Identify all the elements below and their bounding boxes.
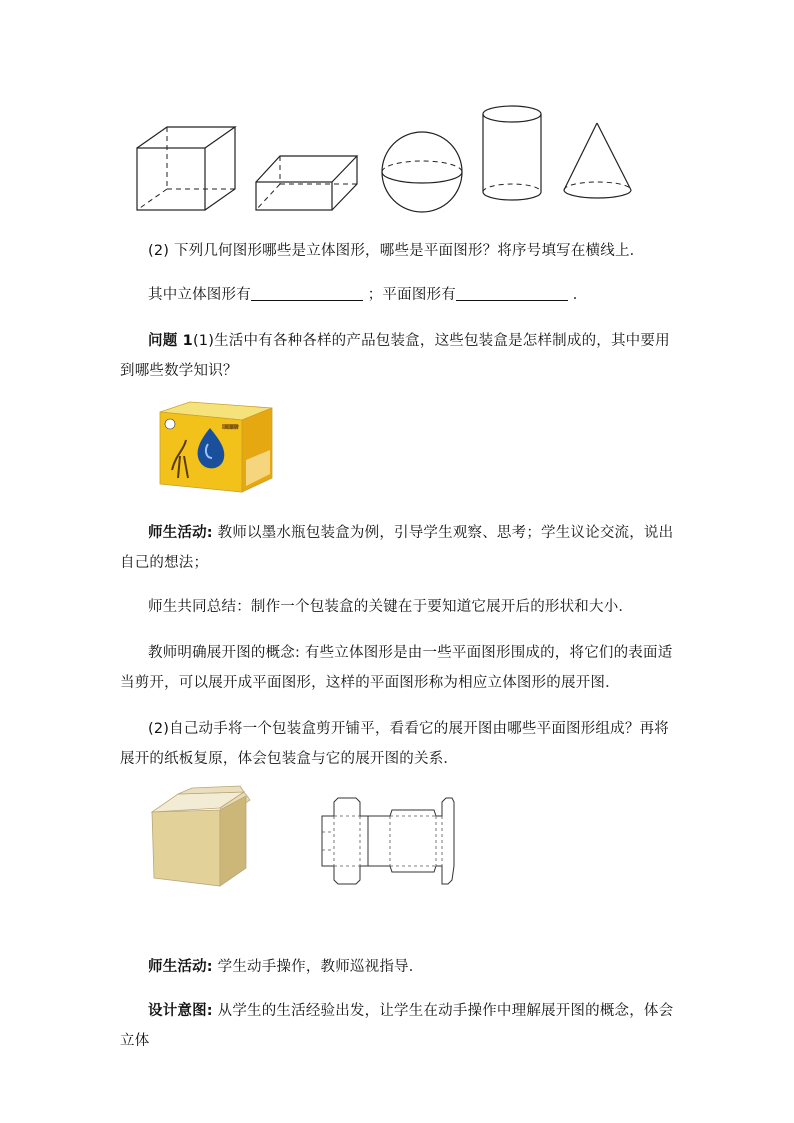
activity-1-label: 师生活动: xyxy=(148,525,213,541)
problem-1-label: 问题 1 xyxy=(148,333,193,349)
summary xyxy=(120,592,680,622)
cuboid-figure xyxy=(255,154,359,212)
sphere-figure xyxy=(380,132,464,212)
box-brand-small: 英雄牌 xyxy=(224,425,240,431)
activity-2 xyxy=(120,952,680,982)
fill-suffix: ． xyxy=(572,287,588,303)
ink-bottle-box-image xyxy=(158,400,274,494)
fill-middle: ；平面图形有 xyxy=(367,287,456,303)
design-intent-label: 设计意图: xyxy=(148,1003,213,1019)
net-concept-text: 教师明确展开图的概念: 有些立体图形是由一些平面图形围成的，将它们的表面适当剪开，可以展开成平面图形，这样的平面图形称为相应立体图形的展开图． xyxy=(120,645,673,691)
activity-2-text: 学生动手操作，教师巡视指导． xyxy=(212,959,424,975)
activity-1-text: 教师以墨水瓶包装盒为例，引导学生观察、思考；学生议论交流，说出自己的想法； xyxy=(120,525,674,571)
problem-1-text: (1)生活中有各种各样的产品包装盒，这些包装盒是怎样制成的，其中要用到哪些数学知识？ xyxy=(120,333,670,379)
cardboard-box-image xyxy=(148,786,252,890)
net-concept xyxy=(120,638,680,698)
problem-1 xyxy=(120,326,680,386)
design-intent-text: 从学生的生活经验出发，让学生在动手操作中理解展开图的概念，体会立体 xyxy=(120,1003,674,1049)
plane-answer-blank[interactable] xyxy=(456,284,568,301)
cube-figure xyxy=(136,126,236,212)
activity-1 xyxy=(120,518,680,578)
question-2b-text: (2)自己动手将一个包装盒剪开铺平，看看它的展开图由哪些平面图形组成？再将展开的纸板复原，体会包装盒与它的展开图的关系． xyxy=(120,721,669,767)
summary-text: 师生共同总结：制作一个包装盒的关键在于要知道它展开后的形状和大小． xyxy=(148,599,634,615)
question-2-text: (2) 下列几何图形哪些是立体图形，哪些是平面图形？将序号填写在横线上． xyxy=(148,243,645,259)
cylinder-figure xyxy=(481,104,543,204)
question-2 xyxy=(120,236,680,266)
fill-prefix: 其中立体图形有 xyxy=(148,287,251,303)
activity-2-label: 师生活动: xyxy=(148,959,213,975)
solid-answer-blank[interactable] xyxy=(251,284,363,301)
cone-figure xyxy=(563,122,633,202)
box-net-diagram xyxy=(320,796,460,888)
fill-in-line xyxy=(120,280,680,310)
design-intent xyxy=(120,996,680,1056)
question-2b xyxy=(120,714,680,774)
